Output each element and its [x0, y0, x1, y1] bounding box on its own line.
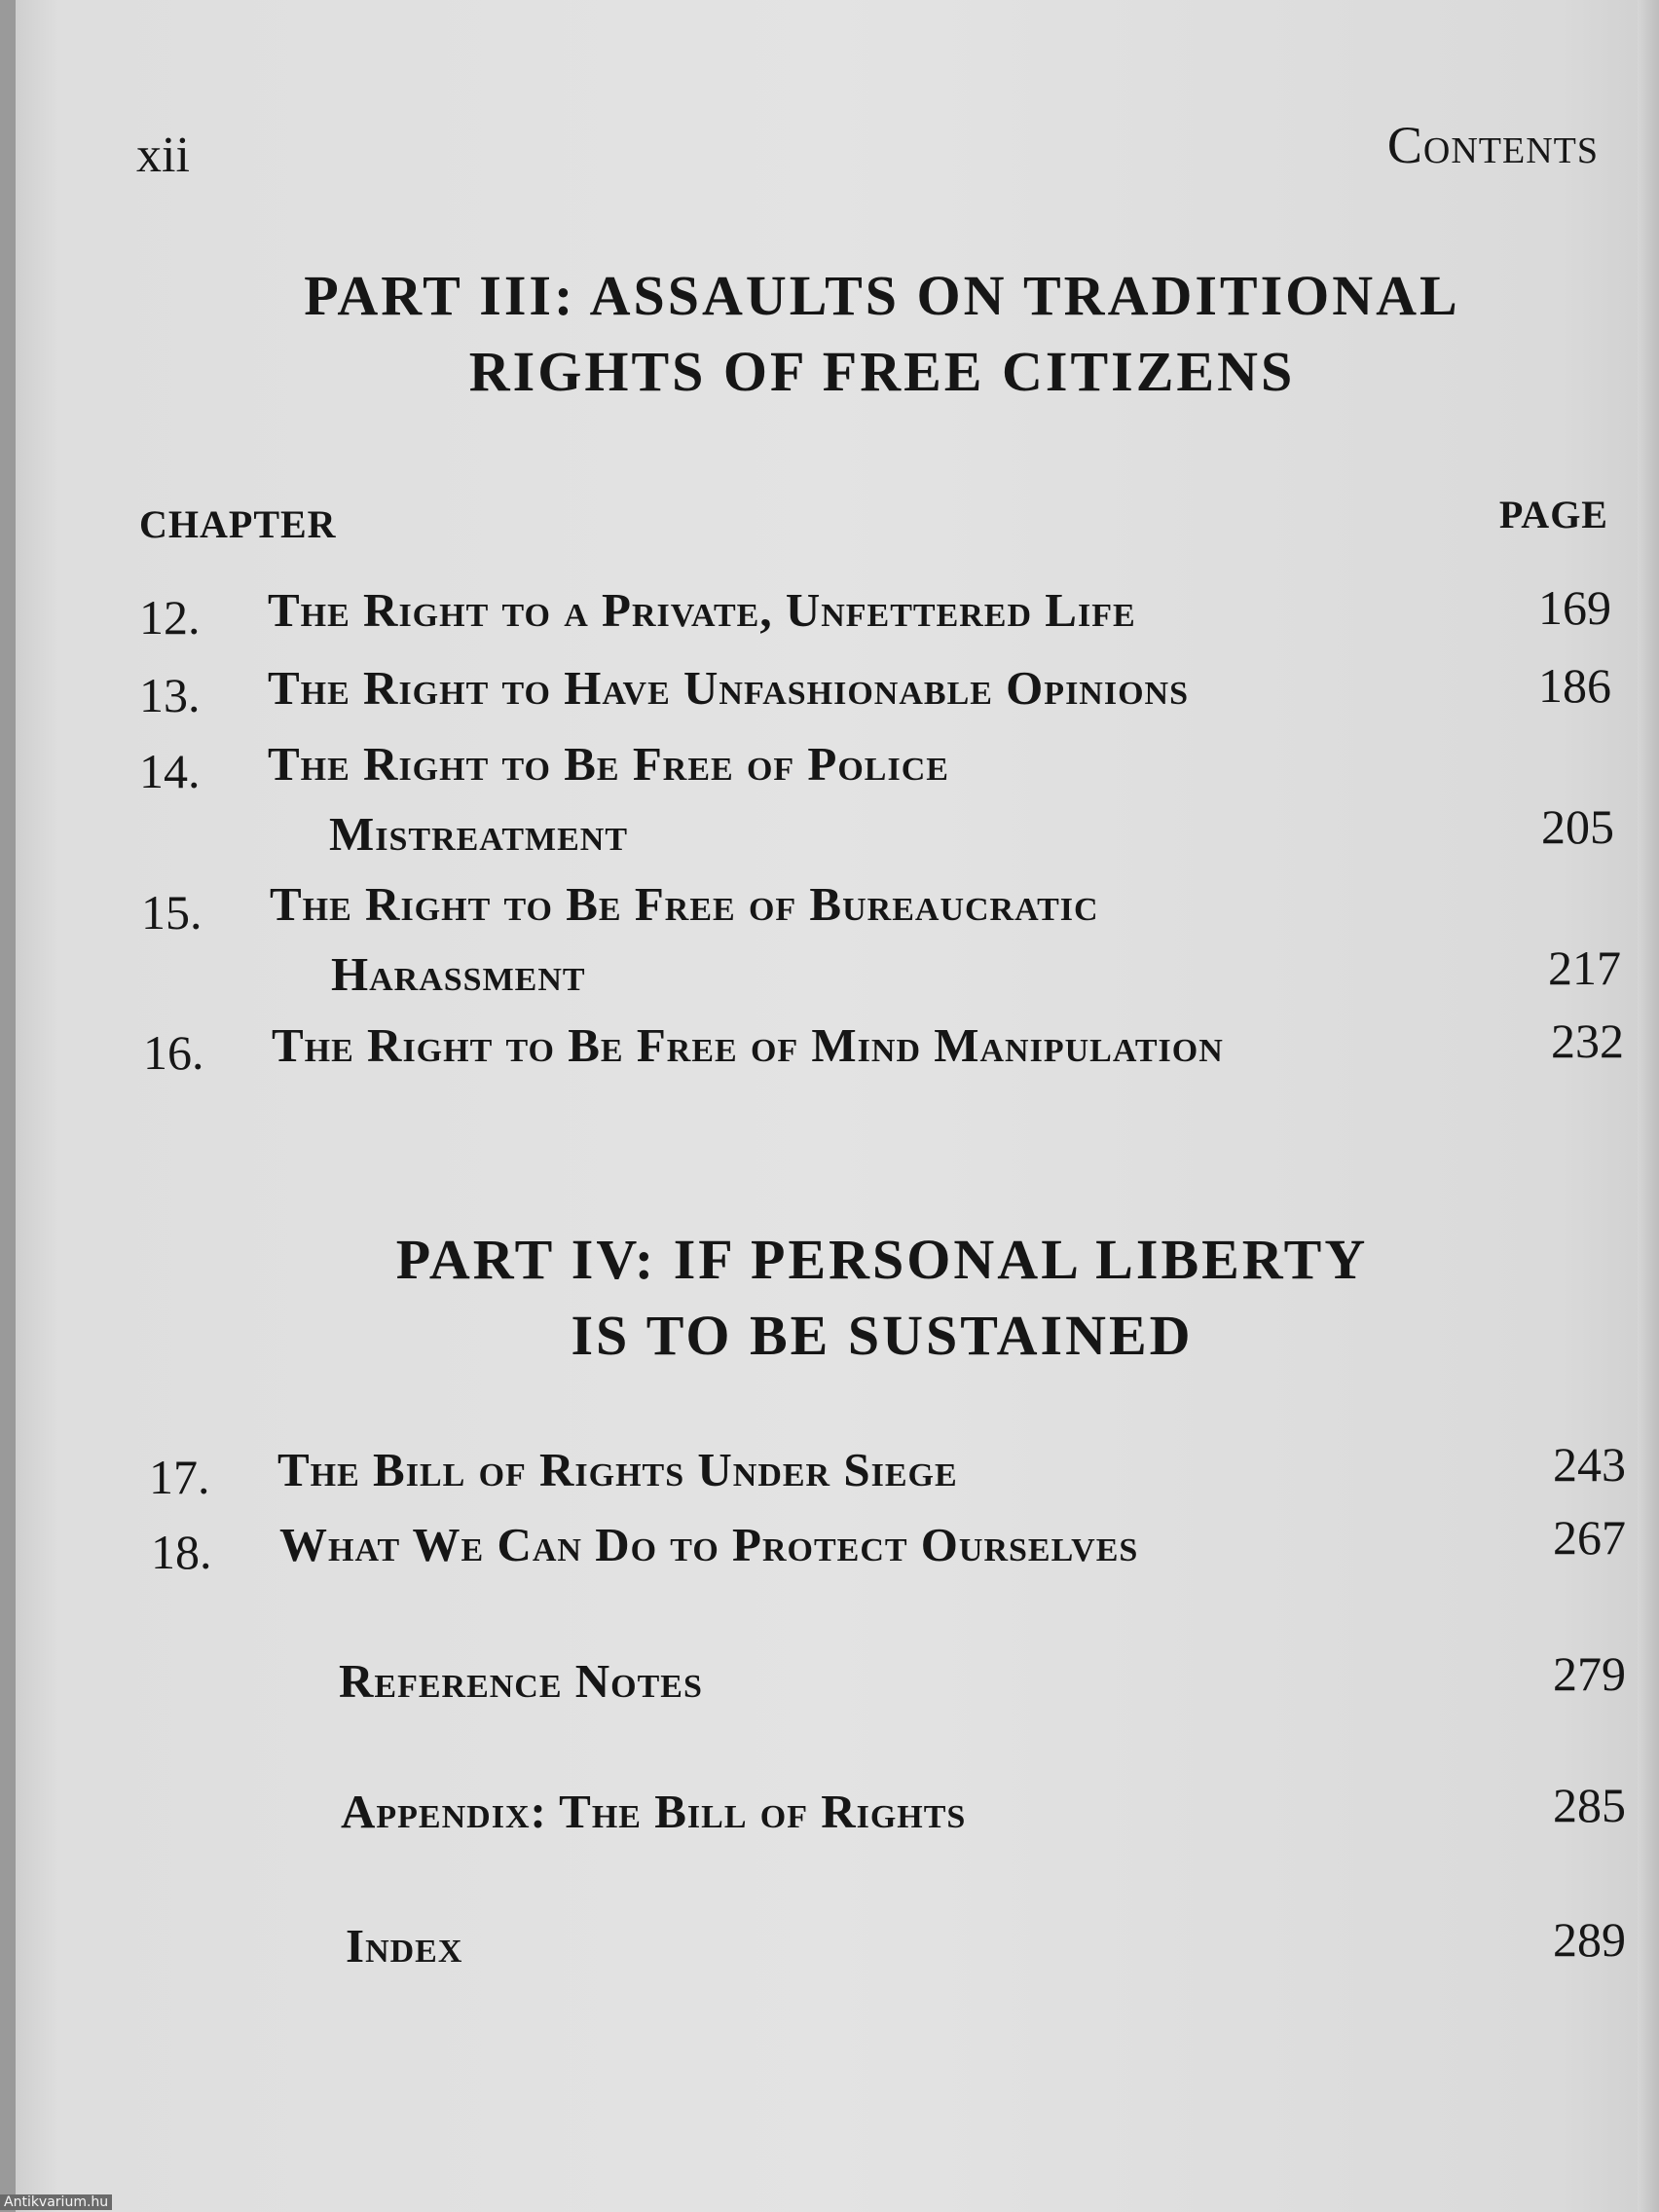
chapter-page: 267 — [1553, 1510, 1626, 1565]
running-head: Contents — [1386, 116, 1599, 174]
chapter-title: The Right to Be Free of Police — [268, 737, 949, 791]
chapter-title: The Right to Be Free of Bureaucratic — [270, 877, 1099, 931]
chapter-number: 14. — [139, 744, 201, 798]
chapter-page: 243 — [1553, 1437, 1626, 1492]
chapter-page: 186 — [1538, 658, 1611, 713]
chapter-title: The Right to Have Unfashionable Opinions — [268, 661, 1189, 715]
chapter-page: 169 — [1538, 580, 1611, 635]
chapter-number: 17. — [149, 1450, 210, 1504]
chapter-number: 15. — [141, 885, 203, 940]
chapter-page: 217 — [1548, 940, 1621, 995]
part-4-title-line2: IS TO BE SUSTAINED — [571, 1304, 1194, 1367]
part-3-title — [0, 258, 1659, 410]
chapter-title: The Bill of Rights Under Siege — [277, 1443, 958, 1496]
chapter-number: 16. — [143, 1025, 204, 1080]
chapter-number: 13. — [139, 668, 201, 722]
appendix-page: 285 — [1553, 1778, 1626, 1832]
part-4-title-line1: PART IV: IF PERSONAL LIBERTY — [395, 1228, 1369, 1291]
index-entry: Index — [346, 1919, 463, 1972]
chapter-title-continuation: Harassment — [331, 947, 586, 1001]
chapter-column-header: CHAPTER — [139, 502, 337, 546]
part-4-title — [0, 1222, 1659, 1374]
page-number: xii — [136, 128, 190, 183]
page-column-header: PAGE — [1498, 493, 1608, 536]
part-3-title-line1: PART III: ASSAULTS ON TRADITIONAL — [304, 264, 1460, 327]
index-page: 289 — [1553, 1912, 1626, 1967]
chapter-title: The Right to Be Free of Mind Manipulation — [272, 1018, 1224, 1072]
chapter-page: 205 — [1541, 799, 1614, 854]
part-3-title-line2: RIGHTS OF FREE CITIZENS — [468, 340, 1296, 403]
chapter-number: 12. — [139, 590, 201, 645]
reference-notes-entry: Reference Notes — [339, 1654, 703, 1708]
watermark: Antikvarium.hu — [0, 2194, 112, 2210]
chapter-title-continuation: Mistreatment — [329, 807, 629, 861]
chapter-page: 232 — [1551, 1014, 1624, 1068]
chapter-title: The Right to a Private, Unfettered Life — [268, 583, 1136, 637]
appendix-entry: Appendix: The Bill of Rights — [341, 1785, 967, 1838]
reference-notes-page: 279 — [1553, 1646, 1626, 1701]
chapter-title: What We Can Do to Protect Ourselves — [279, 1518, 1139, 1571]
chapter-number: 18. — [151, 1525, 212, 1579]
